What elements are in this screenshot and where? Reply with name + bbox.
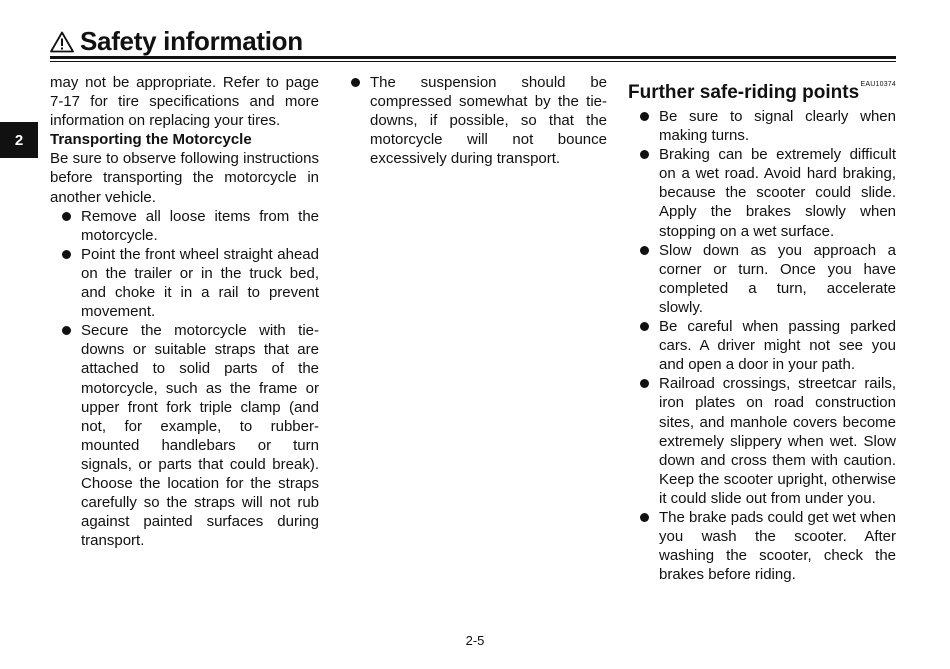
list-item: Be sure to signal clearly when making turns. [628,107,896,145]
subheading-transporting: Transporting the Motorcycle [50,131,252,149]
column-1 [50,73,319,550]
column-3 [628,73,896,584]
list-item: Secure the motorcycle with tie-downs or suitable straps that are attached to solid parts of the motorcycle, such as the frame or upper front fork triple clamp (and not, for example, to rubber-mounted handlebars or turn signals, or parts that could break). Choose the location for the straps carefully so the straps will not rub against painted surfaces during transport. [50,321,319,550]
column-2 [350,73,607,168]
intro-paragraph: may not be appropriate. Refer to page 7-17 for tire specifications and more information on replacing your tires. [50,74,319,130]
safe-riding-bullet-list [628,107,896,584]
transport-bullet-list-continued [350,73,607,168]
page-number: 2-5 [465,633,485,648]
page-header [50,28,896,58]
list-item: Braking can be extremely difficult on a wet road. Avoid hard braking, because the scooter could slide. Apply the brakes slowly when stopping on a wet surface. [628,145,896,240]
list-item: Railroad crossings, streetcar rails, iron plates on road construction sites, and manhole covers become extremely slippery when wet. Slow down and cross them with caution. Keep the scooter upright, otherwise it could slide out from under you. [628,374,896,508]
transport-bullet-list [50,207,319,551]
list-item: Slow down as you approach a corner or turn. Once you have completed a turn, accelerate slowly. [628,241,896,317]
transport-paragraph: Be sure to observe following instructions before transporting the motorcycle in another vehicle. [50,150,319,206]
header-rule-thin [50,61,896,62]
page-title: Safety information [80,26,303,56]
reference-code: EAU10374 [860,81,896,88]
list-item: The suspension should be compressed somewhat by the tie-downs, if possible, so that the motorcycle will not bounce excessively during transport. [350,73,607,168]
chapter-tab: 2 [0,122,38,158]
list-item: Be careful when passing parked cars. A driver might not see you and open a door in your path. [628,317,896,374]
section-title-safe-riding: Further safe-riding points [628,82,860,103]
list-item: Point the front wheel straight ahead on the trailer or in the truck bed, and choke it in a rail to prevent movement. [50,245,319,321]
header-rule-thick [50,56,896,59]
warning-triangle-icon [50,31,74,53]
list-item: Remove all loose items from the motorcycle. [50,207,319,245]
list-item: The brake pads could get wet when you wash the scooter. After washing the scooter, check the brakes before riding. [628,508,896,584]
